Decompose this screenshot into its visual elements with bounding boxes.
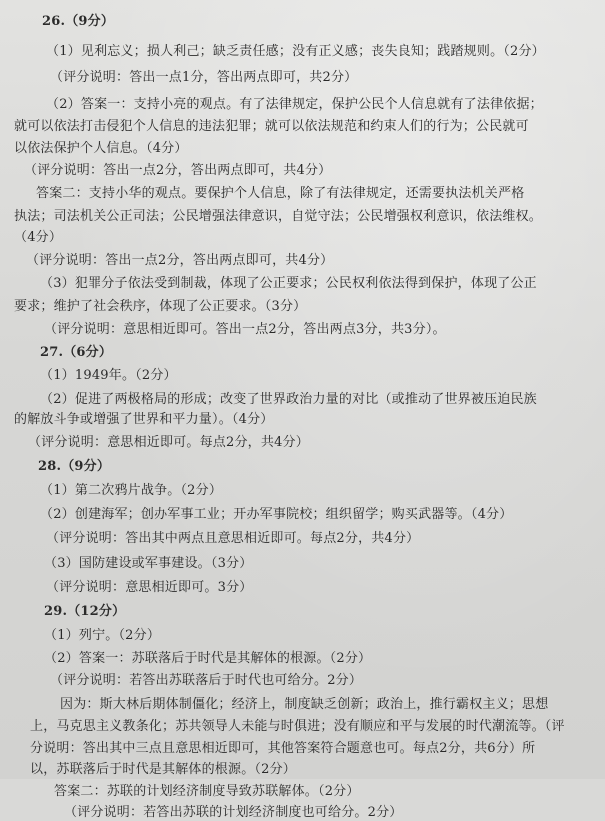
q27-part2-answer-l2: 的解放斗争或增强了世界和平力量）。（4分）: [14, 412, 274, 427]
q26-part2-scoring1: （评分说明：答出一点2分，答出两点即可，共4分）: [24, 163, 332, 178]
q29-reason-l1: 因为：斯大林后期体制僵化；经济上，制度缺乏创新；政治上，推行霸权主义；思想: [60, 697, 549, 712]
question-26-heading: 26.（9分）: [42, 14, 115, 29]
q26-part2-answer2-l1: 答案二：支持小华的观点。要保护个人信息，除了有法律规定，还需要执法机关严格: [36, 186, 525, 201]
q28-part1-answer: （1）第二次鸦片战争。（2分）: [40, 483, 223, 498]
q29-part2-scoring2: （评分说明：若答出苏联的计划经济制度也可给分。2分）: [64, 805, 403, 820]
q28-part2-answer: （2）创建海军；创办军事工业；开办军事院校；组织留学；购买武器等。（4分）: [40, 507, 513, 522]
q27-part2-answer-l1: （2）促进了两极格局的形成；改变了世界政治力量的对比（或推动了世界被压迫民族: [40, 392, 537, 407]
q27-part2-scoring: （评分说明：意思相近即可。每点2分，共4分）: [28, 435, 309, 450]
question-28-heading: 28.（9分）: [38, 459, 111, 474]
q28-part2-scoring: （评分说明：答出其中两点且意思相近即可。每点2分，共4分）: [46, 531, 420, 546]
q28-part3-scoring: （评分说明：意思相近即可。3分）: [46, 580, 253, 595]
q29-reason-l2: 上，马克思主义教条化；苏共领导人未能与时俱进；没有顺应和平与发展的时代潮流等。（评: [30, 719, 565, 734]
q26-part2-answer2-l3: （4分）: [14, 230, 63, 245]
q26-part2-answer1-l3: 以依法保护个人信息。（4分）: [14, 141, 188, 156]
question-27-heading: 27.（6分）: [40, 345, 113, 360]
q26-part2-answer2-l2: 执法；司法机关公正司法；公民增强法律意识，自觉守法；公民增强权利意识，依法维权。: [14, 209, 543, 224]
q29-reason-l3: 分说明：答出其中三点且意思相近即可，其他答案符合题意也可。每点2分，共6分）所: [30, 741, 536, 756]
q26-part2-scoring2: （评分说明：答出一点2分，答出两点即可，共4分）: [26, 253, 334, 268]
question-29-heading: 29.（12分）: [44, 604, 126, 619]
q29-part2-answer2: 答案二：苏联的计划经济制度导致苏联解体。（2分）: [54, 784, 360, 799]
q29-part1-answer: （1）列宁。（2分）: [44, 628, 161, 643]
q26-part1-answer: （1）见利忘义；损人利己；缺乏责任感；没有正义感；丧失良知；践踏规则。（2分）: [46, 44, 545, 59]
q26-part3-scoring: （评分说明：意思相近即可。答出一点2分，答出两点3分，共3分）。: [44, 322, 446, 337]
q28-part3-answer: （3）国防建设或军事建设。（3分）: [44, 556, 253, 571]
q29-reason-l4: 以，苏联落后于时代是其解体的根源。（2分）: [30, 762, 296, 777]
q27-part1-answer: （1）1949年。（2分）: [40, 368, 177, 383]
q29-part2-answer1: （2）答案一：苏联落后于时代是其解体的根源。（2分）: [44, 651, 372, 666]
q26-part3-answer-l2: 要求；维护了社会秩序，体现了公正要求。（3分）: [14, 299, 307, 314]
q29-part2-scoring1: （评分说明：若答出苏联落后于时代也可给分。2分）: [50, 673, 363, 688]
q26-part3-answer-l1: （3）犯罪分子依法受到制裁，体现了公正要求；公民权利依法得到保护，体现了公正: [40, 276, 537, 291]
q26-part1-scoring: （评分说明：答出一点1分，答出两点即可，共2分）: [50, 70, 358, 85]
q26-part2-answer1-l2: 就可以依法打击侵犯个人信息的违法犯罪；就可以依法规范和约束人们的行为；公民就可: [14, 119, 529, 134]
q26-part2-answer1-l1: （2）答案一：支持小亮的观点。有了法律规定，保护公民个人信息就有了法律依据；: [46, 97, 543, 112]
